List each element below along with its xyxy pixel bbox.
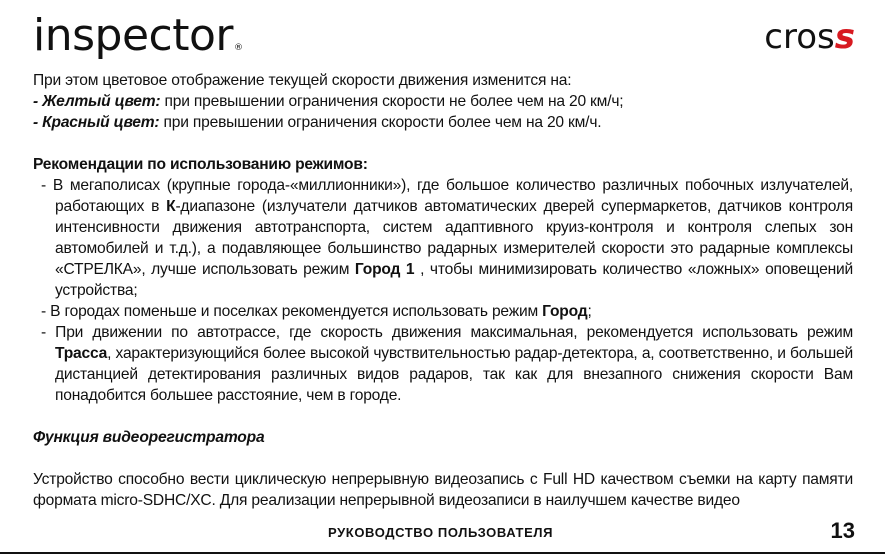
inspector-logo	[33, 10, 243, 61]
mode-highway-label: Трасса	[55, 345, 108, 362]
page-content	[33, 70, 853, 511]
item3-text-b: , характеризующийся более высокой чувствительностью радар-детектора, а, соответственно, и большей дистанцией детектирования различных видов радаров, так как для внезапного снижения скорости Вам понадобится большее расстояние, чем в городе.	[55, 345, 853, 404]
inspector-logo-text: inspector	[33, 10, 233, 61]
item3-text-a: - При движении по автотрассе, где скорость движения максимальная, рекомендуется использовать режим	[41, 324, 853, 341]
registered-mark: ®	[234, 43, 243, 53]
mode-city-label: Город	[542, 303, 588, 320]
spacer	[33, 448, 853, 469]
item2-text-a: - В городах поменьше и поселках рекомендуется использовать режим	[41, 303, 543, 320]
spacer	[33, 406, 853, 427]
yellow-text: при превышении ограничения скорости не более чем на 20 км/ч;	[160, 93, 624, 110]
page-footer	[0, 516, 885, 556]
intro-line: При этом цветовое отображение текущей скорости движения изменится на:	[33, 72, 572, 89]
video-heading: Функция видеорегистратора	[33, 429, 265, 446]
item2-text-b: ;	[587, 303, 592, 320]
footer-label: РУКОВОДСТВО ПОЛЬЗОВАТЕЛЯ	[328, 525, 554, 540]
cross-logo-text: cros	[764, 17, 835, 57]
recommendations-list	[33, 175, 853, 406]
red-label: - Красный цвет:	[33, 114, 160, 131]
mode-city1-label: Город 1	[354, 261, 415, 278]
item1-text-b: -диапазоне (излучатели датчиков автоматических дверей супермаркетов, датчиков контроля интенсивности движения автотранспорта, систем адаптивного круиз-контроля и контроля слепых зон автомобилей и т.д.), а подавляющее большинство радарных измерителей скорости это радарные комплексы «СТРЕЛКА», лучше использовать режим	[55, 198, 853, 278]
footer-divider	[0, 552, 885, 554]
yellow-label: - Желтый цвет:	[33, 93, 161, 110]
video-paragraph: Устройство способно вести циклическую непрерывную видеозапись с Full HD качеством съемки на карту памяти формата micro-SDHC/XC. Для реализации непрерывной видеозаписи в наилучшем качестве видео	[33, 471, 853, 509]
item1-text-c: , чтобы минимизировать количество «ложных» оповещений устройства;	[55, 261, 854, 299]
cross-logo	[764, 17, 855, 57]
k-band-label: К	[166, 198, 176, 215]
spacer	[33, 133, 853, 154]
red-text: при превышении ограничения скорости более чем на 20 км/ч.	[159, 114, 602, 131]
list-item-highway	[33, 322, 853, 406]
item1-text-a: - В мегаполисах (крупные города-«миллионники»), где большое количество различных побочных излучателей, работающих в	[41, 177, 853, 215]
cross-logo-accent: s	[834, 17, 855, 57]
page-number: 13	[830, 518, 855, 543]
list-item-small-towns	[33, 301, 853, 322]
red-color-item	[33, 112, 853, 133]
list-item-megacities	[33, 175, 853, 301]
yellow-color-item	[33, 91, 853, 112]
page-header	[0, 0, 885, 70]
recommendations-heading: Рекомендации по использованию режимов:	[33, 156, 368, 173]
